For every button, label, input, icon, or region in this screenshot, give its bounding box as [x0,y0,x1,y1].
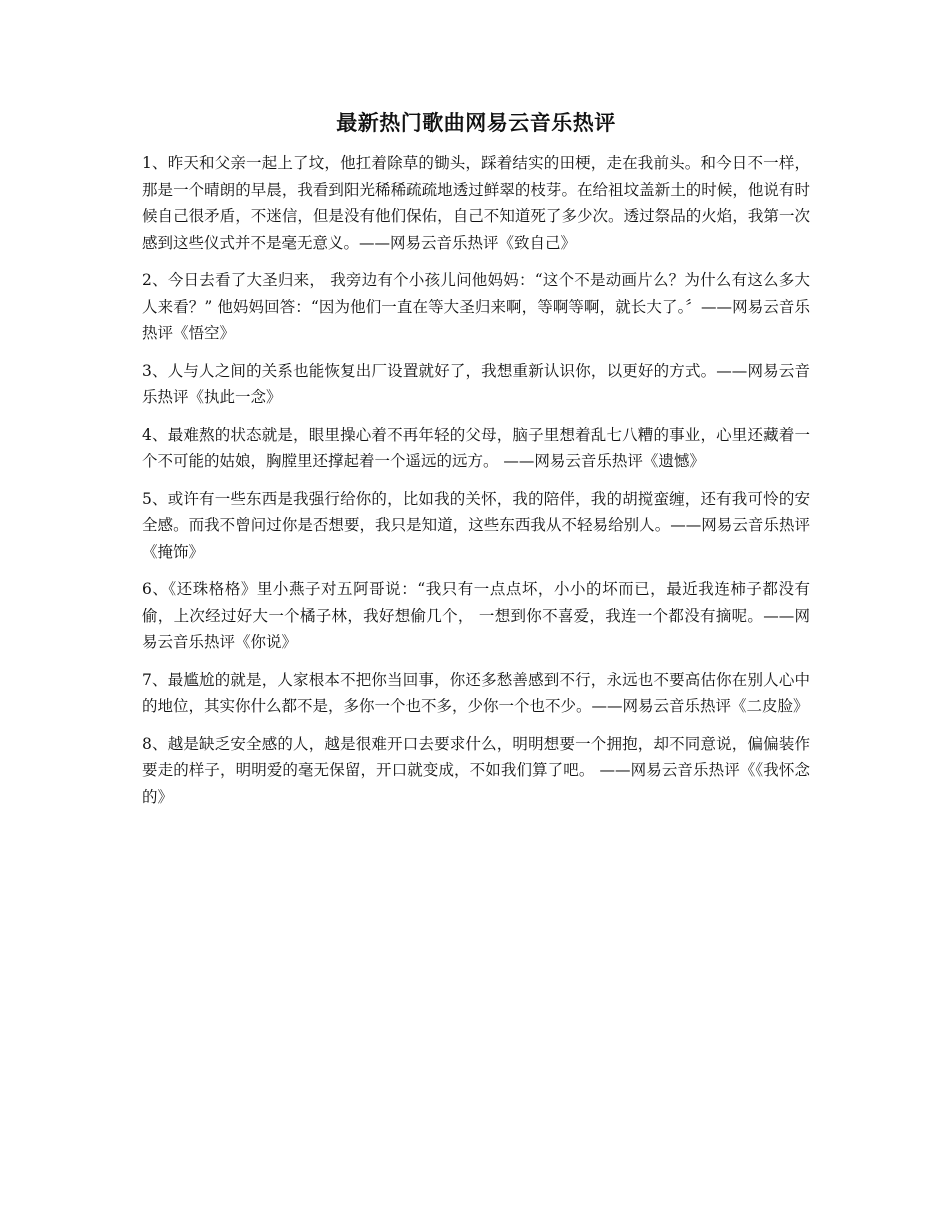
comment-entry-5: 5、或许有一些东西是我强行给你的，比如我的关怀，我的陪伴，我的胡搅蛮缠，还有我可怜的安全感。而我不曾问过你是否想要，我只是知道，这些东西我从不轻易给别人。——网易云音乐热评《掩饰》 [142,489,810,561]
document-page [142,108,810,821]
comment-entry-1: 1、昨天和父亲一起上了坟，他扛着除草的锄头，踩着结实的田梗，走在我前头。和今日不一样，那是一个晴朗的早晨，我看到阳光稀稀疏疏地透过鲜翠的枝芽。在给祖坟盖新土的时候，他说有时候自己很矛盾，不迷信，但是没有他们保佑，自己不知道死了多少次。透过祭品的火焰，我第一次感到这些仪式并不是毫无意义。——网易云音乐热评《致自己》 [142,154,810,252]
comment-entry-8: 8、越是缺乏安全感的人，越是很难开口去要求什么，明明想要一个拥抱，却不同意说，偏偏装作要走的样子，明明爱的毫无保留，开口就变成，不如我们算了吧。 ——网易云音乐热评《《我怀念的》 [142,734,810,806]
comment-entry-4: 4、最难熬的状态就是，眼里操心着不再年轻的父母，脑子里想着乱七八糟的事业，心里还藏着一个不可能的姑娘，胸膛里还撑起着一个遥远的远方。 ——网易云音乐热评《遗憾》 [142,425,810,470]
comment-entry-3: 3、人与人之间的关系也能恢复出厂设置就好了，我想重新认识你，以更好的方式。——网易云音乐热评《执此一念》 [142,361,810,406]
document-title: 最新热门歌曲网易云音乐热评 [336,110,616,135]
comment-entry-7: 7、最尴尬的就是，人家根本不把你当回事，你还多愁善感到不行，永远也不要高估你在别人心中的地位，其实你什么都不是，多你一个也不多，少你一个也不少。——网易云音乐热评《二皮脸》 [142,670,810,715]
comment-entry-6: 6、《还珠格格》里小燕子对五阿哥说：“我只有一点点坏，小小的坏而已，最近我连柿子都没有偷，上次经过好大一个橘子林，我好想偷几个， 一想到你不喜爱，我连一个都没有摘呢。——网易云音乐热评《你说》 [142,580,810,651]
comment-entry-2: 2、今日去看了大圣归来， 我旁边有个小孩儿问他妈妈：“这个不是动画片么？为什么有这么多大人来看？” 他妈妈回答：“因为他们一直在等大圣归来啊，等啊等啊，就长大了。〞——网易云音乐热评《悟空》 [142,271,810,342]
